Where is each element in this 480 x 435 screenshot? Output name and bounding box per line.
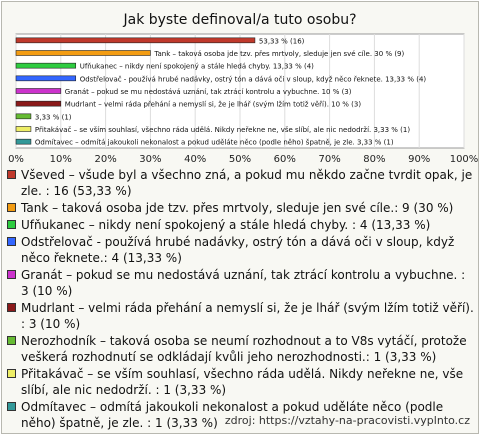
legend-swatch: [7, 402, 16, 411]
legend-swatch: [7, 170, 16, 179]
legend-label: Granát – pokud se mu nedostává uznání, tak ztrácí kontrolu a vybuchne. : 3 (10 %): [21, 268, 466, 298]
legend-item: [7, 300, 475, 332]
bar: [16, 89, 61, 94]
bar-label: Odstřelovač - používá hrubé nadávky, ostrý tón a dává oči v sloup, když něco řeknete. 13,33 % (4): [79, 75, 427, 84]
legend-item: [7, 267, 475, 299]
bar: [16, 63, 76, 68]
bar: [16, 101, 61, 106]
x-tick-label: 0%: [8, 154, 24, 162]
bar: [16, 139, 31, 144]
chart-legend: [7, 167, 475, 432]
bar: [16, 38, 255, 43]
x-tick-label: 40%: [184, 154, 207, 162]
bar-label: 53,33 % (16): [258, 37, 305, 46]
bar-label: Mudrlant – velmi ráda přehání a nemyslí si, že je lhář (svým lžím totiž věří). 10 % (3): [64, 100, 362, 109]
legend-label: Ufňukanec – nikdy není spokojený a stále hledá chyby. : 4 (13,33 %): [21, 218, 431, 232]
legend-label: Tank – taková osoba jde tzv. přes mrtvoly, sleduje jen své cíle.: 9 (30 %): [21, 201, 454, 215]
chart-title: Jak byste definoval/a tuto osobu?: [123, 12, 357, 28]
bar-label: Granát – pokud se mu nedostává uznání, tak ztrácí kontrolu a vybuchne. 10 % (3): [64, 88, 352, 96]
bar-label: Odmítavec – odmítá jakoukoli nekonalost a pokud uděláte něco (podle něho) špatně, je zle. 3,33 % (1): [34, 138, 394, 147]
legend-item: [7, 200, 475, 216]
legend-swatch: [7, 270, 16, 279]
x-tick-label: 50%: [228, 154, 252, 162]
legend-swatch: [7, 220, 16, 229]
legend-item: [7, 333, 475, 365]
x-tick-label: 90%: [408, 154, 431, 162]
x-tick-label: 70%: [318, 154, 341, 162]
legend-swatch: [7, 369, 16, 378]
bar: [16, 114, 31, 119]
source-note: zdroj: https://vztahy-na-pracovisti.vyplnto.cz: [224, 414, 470, 427]
legend-label: Odmítavec – odmítá jakoukoli nekonalost a pokud uděláte něco (podle něho) špatně, je zle. : 1 (3,33 %): [21, 400, 444, 430]
x-tick-label: 20%: [94, 154, 117, 162]
legend-label: Mudrlant – velmi ráda přehání a nemyslí si, že je lhář (svým lžím totiž věří). : 3 (10 %): [21, 301, 474, 331]
legend-label: Vševed – všude byl a všechno zná, a pokud mu někdo začne tvrdit opak, je zle. : 16 (53,33 %): [21, 168, 473, 198]
bar-label: 3,33 % (1): [34, 113, 72, 122]
bar-label: Ufňukanec – nikdy není spokojený a stále hledá chyby. 13,33 % (4): [79, 62, 314, 71]
legend-swatch: [7, 303, 16, 312]
x-tick-label: 30%: [139, 154, 162, 162]
legend-label: Přitakávač – se vším souhlasí, všechno ráda udělá. Nikdy neřekne ne, vše slíbí, ale nic nedodrží. : 1 (3,33 %): [21, 367, 464, 397]
bar: [16, 76, 76, 81]
legend-label: Nerozhodník – taková osoba se neumí rozhodnout a to V8s vytáčí, protože veškerá rozhodnutí se odkládají kvůli jeho nerozhodnosti.: 1 (3,33 %): [21, 334, 467, 364]
legend-item: [7, 234, 475, 266]
x-tick-label: 60%: [273, 154, 296, 162]
x-tick-label: 100%: [449, 154, 478, 162]
legend-label: Odstřelovač - používá hrubé nadávky, ostrý tón a dává oči v sloup, když něco řeknete.: 4 (13,33 %): [21, 235, 455, 265]
chart-frame: [1, 1, 479, 434]
legend-item: [7, 217, 475, 233]
legend-swatch: [7, 237, 16, 246]
legend-item: [7, 167, 475, 199]
legend-item: [7, 366, 475, 398]
bar: [16, 51, 150, 56]
legend-swatch: [7, 203, 16, 212]
bar-label: Tank – taková osoba jde tzv. přes mrtvoly, sleduje jen své cíle. 30 % (9): [154, 50, 405, 58]
x-tick-label: 80%: [363, 154, 386, 162]
x-tick-label: 10%: [49, 154, 72, 162]
legend-swatch: [7, 336, 16, 345]
bar-chart-plot: [2, 2, 478, 162]
bar-label: Přitakávač – se vším souhlasí, všechno ráda udělá. Nikdy neřekne ne, vše slíbí, ale nic nedodrží. 3,33 % (1): [34, 126, 411, 134]
bar: [16, 127, 31, 132]
